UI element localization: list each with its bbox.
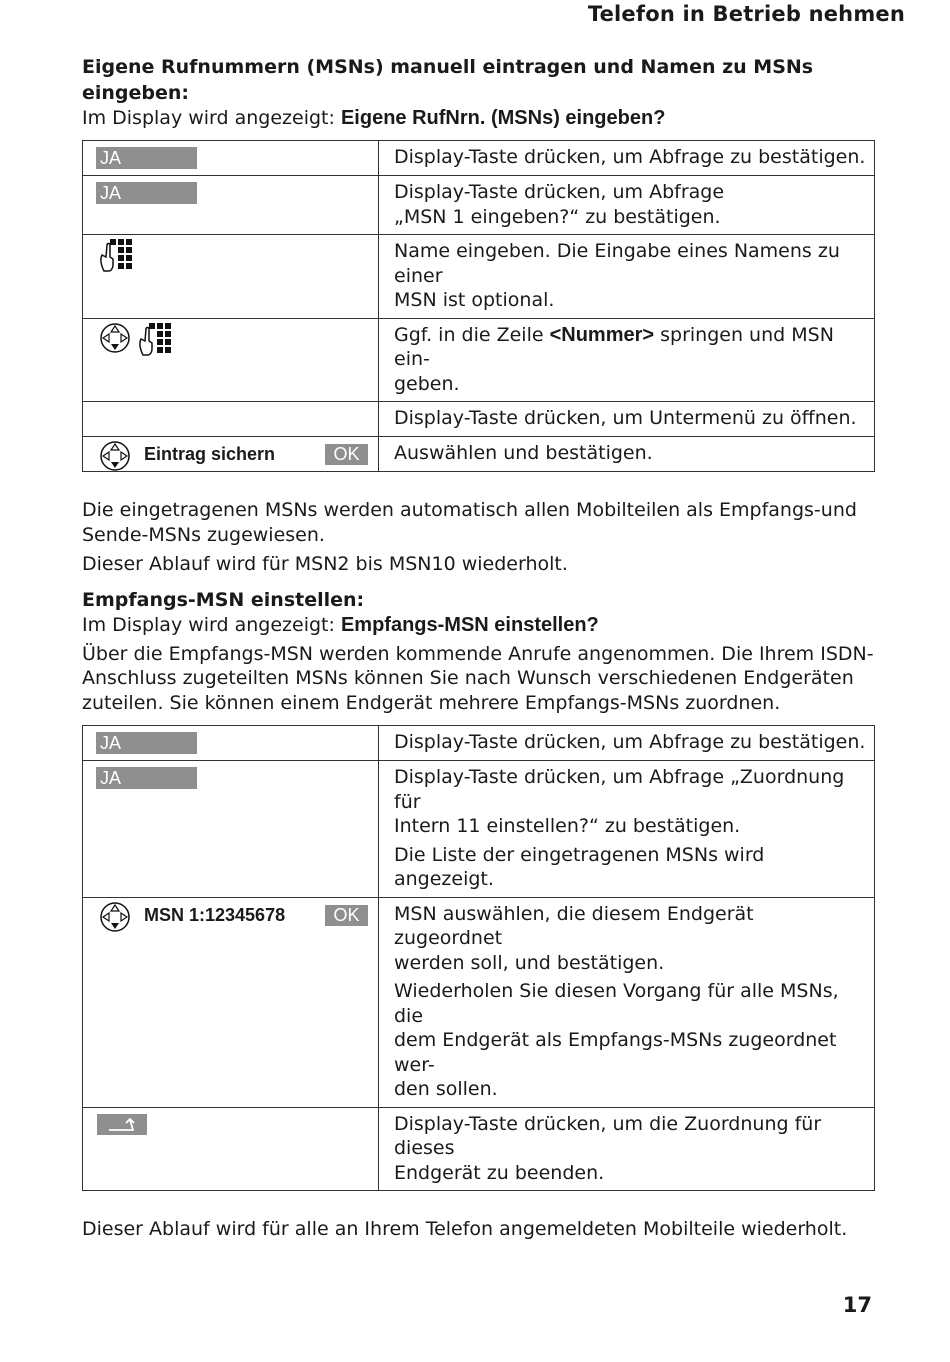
navigation-key-icon[interactable] <box>99 901 131 933</box>
step-text: MSN ist optional. <box>394 289 555 311</box>
step-text: Display-Taste drücken, um Abfrage zu bestätigen. <box>394 731 866 753</box>
menu-entry-msn[interactable]: MSN 1:12345678 <box>144 904 286 925</box>
steps-table-msn-manual <box>82 140 875 472</box>
display-hint-prefix: Im Display wird angezeigt: <box>82 107 341 129</box>
step-text: den sollen. <box>394 1078 498 1100</box>
navigation-key-icon[interactable] <box>99 322 131 354</box>
step-control-cell <box>83 761 379 898</box>
step-text: Display-Taste drücken, um die Zuordnung für dieses <box>394 1112 822 1159</box>
step-control-cell <box>83 726 379 761</box>
paragraph-line: Die eingetragenen MSNs werden automatisch allen Mobilteilen als Empfangs-und <box>82 499 857 521</box>
table-row <box>83 235 875 319</box>
step-control-cell <box>83 897 379 1107</box>
step-control-cell <box>83 141 379 176</box>
step-description <box>379 897 875 1107</box>
table-row <box>83 141 875 176</box>
step-text: springen und MSN ein- <box>394 323 834 370</box>
display-hint <box>82 613 875 638</box>
step-text: Display-Taste drücken, um Untermenü zu öffnen. <box>394 407 857 429</box>
paragraph-repeat: Dieser Ablauf wird für MSN2 bis MSN10 wiederholt. <box>82 553 568 575</box>
paragraph-empfangs-intro <box>82 642 875 716</box>
keypad-icon[interactable] <box>98 237 134 273</box>
display-hint <box>82 106 875 131</box>
step-text: geben. <box>394 372 460 395</box>
step-text: Endgerät zu beenden. <box>394 1161 605 1184</box>
display-hint-prefix: Im Display wird angezeigt: <box>82 613 341 636</box>
step-text: Display-Taste drücken, um Abfrage „Zuordnung für <box>394 766 845 813</box>
step-text: Ggf. in die Zeile <box>394 323 550 346</box>
ja-softkey[interactable]: JA <box>96 147 197 169</box>
ja-softkey[interactable]: JA <box>96 767 197 789</box>
display-hint-text: Empfangs-MSN einstellen? <box>340 613 599 636</box>
ok-key[interactable]: OK <box>325 905 368 926</box>
step-description <box>379 141 875 176</box>
step-text: dem Endgerät als Empfangs-MSNs zugeordnet wer- <box>394 1029 837 1076</box>
paragraph-line: Sende-MSNs zugewiesen. <box>82 523 325 546</box>
step-description <box>379 437 875 472</box>
step-text: werden soll, und bestätigen. <box>394 951 665 974</box>
step-control-cell <box>83 318 379 402</box>
step-control-cell <box>83 235 379 319</box>
step-text: Intern 11 einstellen?“ zu bestätigen. <box>394 815 741 837</box>
table-row <box>83 402 875 437</box>
step-text-bold: <Nummer> <box>549 323 655 346</box>
back-softkey[interactable] <box>97 1114 147 1135</box>
step-description <box>379 318 875 402</box>
ok-key[interactable]: OK <box>325 444 368 465</box>
back-arrow-icon <box>97 1114 147 1135</box>
step-description <box>379 726 875 761</box>
table-row <box>83 318 875 402</box>
page-content <box>82 54 875 1242</box>
keypad-icon[interactable] <box>137 321 173 357</box>
step-description <box>379 761 875 898</box>
step-control-cell <box>83 1107 379 1191</box>
step-description <box>379 1107 875 1191</box>
ja-softkey[interactable]: JA <box>96 182 197 204</box>
section-title-msn-manual: Eigene Rufnummern (MSNs) manuell eintragen und Namen zu MSNs eingeben: <box>82 56 814 104</box>
paragraph-msn-assignment <box>82 498 875 547</box>
page-header-title: Telefon in Betrieb nehmen <box>587 2 905 26</box>
section-title-empfangs-msn: Empfangs-MSN einstellen: <box>82 588 365 611</box>
step-description <box>379 235 875 319</box>
steps-table-empfangs-msn <box>82 725 875 1191</box>
step-description <box>379 176 875 235</box>
paragraph-closing: Dieser Ablauf wird für alle an Ihrem Telefon angemeldeten Mobilteile wiederholt. <box>82 1218 848 1240</box>
step-control-cell <box>83 402 379 437</box>
step-text: Display-Taste drücken, um Abfrage <box>394 181 725 203</box>
table-row <box>83 726 875 761</box>
paragraph-line: Über die Empfangs-MSN werden kommende Anrufe angenommen. Die Ihrem ISDN- <box>82 642 874 665</box>
step-text: Auswählen und bestätigen. <box>394 442 653 464</box>
step-description <box>379 402 875 437</box>
table-row <box>83 897 875 1107</box>
paragraph-line: Anschluss zugeteilten MSNs können Sie nach Wunsch verschiedenen Endgeräten <box>82 667 854 689</box>
navigation-key-icon[interactable] <box>99 440 131 472</box>
display-hint-text: Eigene RufNrn. (MSNs) eingeben? <box>340 107 666 129</box>
table-row <box>83 176 875 235</box>
step-text: Display-Taste drücken, um Abfrage zu bestätigen. <box>394 146 866 168</box>
step-text: MSN auswählen, die diesem Endgerät zugeordnet <box>394 902 754 949</box>
step-text: Wiederholen Sie diesen Vorgang für alle MSNs, die <box>394 980 839 1027</box>
menu-entry-eintrag-sichern[interactable]: Eintrag sichern <box>144 444 276 464</box>
paragraph-line: zuteilen. Sie können einem Endgerät mehrere Empfangs-MSNs zuordnen. <box>82 691 781 714</box>
step-control-cell <box>83 437 379 472</box>
table-row <box>83 761 875 898</box>
table-row <box>83 437 875 472</box>
table-row <box>83 1107 875 1191</box>
step-text: Die Liste der eingetragenen MSNs wird angezeigt. <box>394 843 765 890</box>
page-number: 17 <box>842 1293 872 1317</box>
ja-softkey[interactable]: JA <box>96 732 197 754</box>
step-text: Name eingeben. Die Eingabe eines Namens zu einer <box>394 240 840 287</box>
step-control-cell <box>83 176 379 235</box>
step-text: „MSN 1 eingeben?“ zu bestätigen. <box>394 205 721 228</box>
